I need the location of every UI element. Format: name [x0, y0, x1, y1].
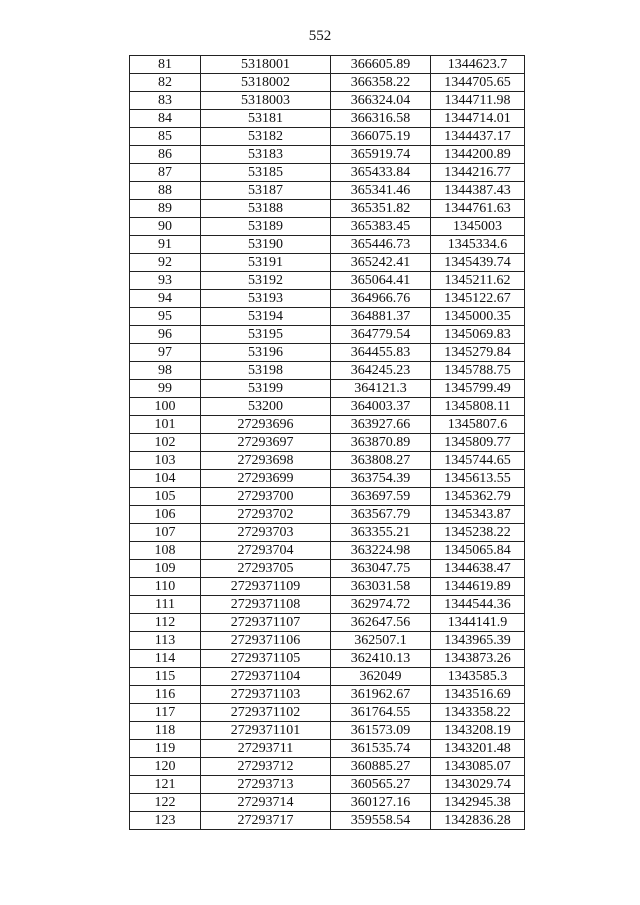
- table-row: [130, 290, 525, 308]
- point-id-cell: 53194: [201, 308, 331, 326]
- y-coordinate-cell: 1343029.74: [431, 776, 525, 794]
- point-id-cell: 27293717: [201, 812, 331, 830]
- y-coordinate-cell: 1344705.65: [431, 74, 525, 92]
- x-coordinate-cell: 366358.22: [331, 74, 431, 92]
- y-coordinate-cell: 1343085.07: [431, 758, 525, 776]
- y-coordinate-cell: 1345807.6: [431, 416, 525, 434]
- row-number-cell: 120: [130, 758, 201, 776]
- table-row: [130, 650, 525, 668]
- y-coordinate-cell: 1343965.39: [431, 632, 525, 650]
- y-coordinate-cell: 1345000.35: [431, 308, 525, 326]
- table-row: [130, 164, 525, 182]
- y-coordinate-cell: 1345334.6: [431, 236, 525, 254]
- table-row: [130, 668, 525, 686]
- table-row: [130, 56, 525, 74]
- x-coordinate-cell: 366324.04: [331, 92, 431, 110]
- point-id-cell: 53196: [201, 344, 331, 362]
- y-coordinate-cell: 1345799.49: [431, 380, 525, 398]
- row-number-cell: 91: [130, 236, 201, 254]
- point-id-cell: 53181: [201, 110, 331, 128]
- x-coordinate-cell: 364455.83: [331, 344, 431, 362]
- x-coordinate-cell: 365433.84: [331, 164, 431, 182]
- point-id-cell: 27293705: [201, 560, 331, 578]
- x-coordinate-cell: 364779.54: [331, 326, 431, 344]
- row-number-cell: 109: [130, 560, 201, 578]
- table-row: [130, 254, 525, 272]
- point-id-cell: 2729371103: [201, 686, 331, 704]
- row-number-cell: 93: [130, 272, 201, 290]
- coordinates-table: [129, 55, 525, 830]
- row-number-cell: 105: [130, 488, 201, 506]
- table-row: [130, 128, 525, 146]
- row-number-cell: 114: [130, 650, 201, 668]
- x-coordinate-cell: 364881.37: [331, 308, 431, 326]
- table-row: [130, 272, 525, 290]
- x-coordinate-cell: 365341.46: [331, 182, 431, 200]
- row-number-cell: 96: [130, 326, 201, 344]
- y-coordinate-cell: 1344437.17: [431, 128, 525, 146]
- y-coordinate-cell: 1345788.75: [431, 362, 525, 380]
- point-id-cell: 53191: [201, 254, 331, 272]
- x-coordinate-cell: 363047.75: [331, 560, 431, 578]
- y-coordinate-cell: 1342945.38: [431, 794, 525, 812]
- x-coordinate-cell: 363355.21: [331, 524, 431, 542]
- y-coordinate-cell: 1345003: [431, 218, 525, 236]
- y-coordinate-cell: 1344623.7: [431, 56, 525, 74]
- point-id-cell: 27293696: [201, 416, 331, 434]
- y-coordinate-cell: 1344141.9: [431, 614, 525, 632]
- y-coordinate-cell: 1345211.62: [431, 272, 525, 290]
- x-coordinate-cell: 363031.58: [331, 578, 431, 596]
- table-row: [130, 182, 525, 200]
- row-number-cell: 102: [130, 434, 201, 452]
- table-row: [130, 110, 525, 128]
- y-coordinate-cell: 1345613.55: [431, 470, 525, 488]
- x-coordinate-cell: 361573.09: [331, 722, 431, 740]
- y-coordinate-cell: 1345362.79: [431, 488, 525, 506]
- x-coordinate-cell: 365383.45: [331, 218, 431, 236]
- x-coordinate-cell: 366605.89: [331, 56, 431, 74]
- row-number-cell: 99: [130, 380, 201, 398]
- point-id-cell: 2729371102: [201, 704, 331, 722]
- point-id-cell: 27293704: [201, 542, 331, 560]
- table-row: [130, 146, 525, 164]
- point-id-cell: 53188: [201, 200, 331, 218]
- x-coordinate-cell: 365446.73: [331, 236, 431, 254]
- row-number-cell: 108: [130, 542, 201, 560]
- x-coordinate-cell: 359558.54: [331, 812, 431, 830]
- y-coordinate-cell: 1345122.67: [431, 290, 525, 308]
- x-coordinate-cell: 363870.89: [331, 434, 431, 452]
- x-coordinate-cell: 362507.1: [331, 632, 431, 650]
- point-id-cell: 53187: [201, 182, 331, 200]
- y-coordinate-cell: 1344200.89: [431, 146, 525, 164]
- table-row: [130, 236, 525, 254]
- point-id-cell: 53185: [201, 164, 331, 182]
- point-id-cell: 53198: [201, 362, 331, 380]
- point-id-cell: 27293702: [201, 506, 331, 524]
- y-coordinate-cell: 1345065.84: [431, 542, 525, 560]
- table-row: [130, 380, 525, 398]
- table-row: [130, 470, 525, 488]
- point-id-cell: 53199: [201, 380, 331, 398]
- y-coordinate-cell: 1344714.01: [431, 110, 525, 128]
- point-id-cell: 27293711: [201, 740, 331, 758]
- y-coordinate-cell: 1344638.47: [431, 560, 525, 578]
- y-coordinate-cell: 1344387.43: [431, 182, 525, 200]
- row-number-cell: 88: [130, 182, 201, 200]
- y-coordinate-cell: 1345808.11: [431, 398, 525, 416]
- table-row: [130, 398, 525, 416]
- y-coordinate-cell: 1345069.83: [431, 326, 525, 344]
- point-id-cell: 2729371106: [201, 632, 331, 650]
- y-coordinate-cell: 1345744.65: [431, 452, 525, 470]
- point-id-cell: 53189: [201, 218, 331, 236]
- table-row: [130, 200, 525, 218]
- coordinates-table-container: [129, 55, 525, 830]
- row-number-cell: 97: [130, 344, 201, 362]
- table-row: [130, 794, 525, 812]
- row-number-cell: 119: [130, 740, 201, 758]
- row-number-cell: 107: [130, 524, 201, 542]
- row-number-cell: 83: [130, 92, 201, 110]
- x-coordinate-cell: 365351.82: [331, 200, 431, 218]
- y-coordinate-cell: 1342836.28: [431, 812, 525, 830]
- row-number-cell: 89: [130, 200, 201, 218]
- point-id-cell: 53182: [201, 128, 331, 146]
- table-row: [130, 704, 525, 722]
- row-number-cell: 95: [130, 308, 201, 326]
- table-row: [130, 596, 525, 614]
- table-row: [130, 326, 525, 344]
- table-row: [130, 740, 525, 758]
- row-number-cell: 110: [130, 578, 201, 596]
- row-number-cell: 85: [130, 128, 201, 146]
- x-coordinate-cell: 364245.23: [331, 362, 431, 380]
- table-row: [130, 524, 525, 542]
- y-coordinate-cell: 1344216.77: [431, 164, 525, 182]
- point-id-cell: 53193: [201, 290, 331, 308]
- point-id-cell: 53200: [201, 398, 331, 416]
- table-row: [130, 758, 525, 776]
- row-number-cell: 86: [130, 146, 201, 164]
- row-number-cell: 90: [130, 218, 201, 236]
- table-row: [130, 74, 525, 92]
- row-number-cell: 123: [130, 812, 201, 830]
- row-number-cell: 121: [130, 776, 201, 794]
- table-row: [130, 578, 525, 596]
- y-coordinate-cell: 1344711.98: [431, 92, 525, 110]
- x-coordinate-cell: 362410.13: [331, 650, 431, 668]
- y-coordinate-cell: 1343585.3: [431, 668, 525, 686]
- table-body: [130, 56, 525, 830]
- page-number: 552: [308, 28, 332, 44]
- point-id-cell: 27293697: [201, 434, 331, 452]
- x-coordinate-cell: 361962.67: [331, 686, 431, 704]
- x-coordinate-cell: 360885.27: [331, 758, 431, 776]
- point-id-cell: 27293698: [201, 452, 331, 470]
- table-row: [130, 416, 525, 434]
- point-id-cell: 53190: [201, 236, 331, 254]
- x-coordinate-cell: 365919.74: [331, 146, 431, 164]
- table-row: [130, 434, 525, 452]
- point-id-cell: 2729371109: [201, 578, 331, 596]
- row-number-cell: 116: [130, 686, 201, 704]
- table-row: [130, 614, 525, 632]
- table-row: [130, 812, 525, 830]
- y-coordinate-cell: 1343358.22: [431, 704, 525, 722]
- row-number-cell: 101: [130, 416, 201, 434]
- table-row: [130, 776, 525, 794]
- x-coordinate-cell: 365064.41: [331, 272, 431, 290]
- y-coordinate-cell: 1345279.84: [431, 344, 525, 362]
- x-coordinate-cell: 361535.74: [331, 740, 431, 758]
- row-number-cell: 104: [130, 470, 201, 488]
- y-coordinate-cell: 1343201.48: [431, 740, 525, 758]
- table-row: [130, 632, 525, 650]
- x-coordinate-cell: 366316.58: [331, 110, 431, 128]
- x-coordinate-cell: 363754.39: [331, 470, 431, 488]
- point-id-cell: 2729371108: [201, 596, 331, 614]
- table-row: [130, 560, 525, 578]
- row-number-cell: 103: [130, 452, 201, 470]
- x-coordinate-cell: 363927.66: [331, 416, 431, 434]
- row-number-cell: 92: [130, 254, 201, 272]
- x-coordinate-cell: 364966.76: [331, 290, 431, 308]
- row-number-cell: 81: [130, 56, 201, 74]
- y-coordinate-cell: 1344544.36: [431, 596, 525, 614]
- point-id-cell: 5318002: [201, 74, 331, 92]
- point-id-cell: 27293700: [201, 488, 331, 506]
- table-row: [130, 362, 525, 380]
- x-coordinate-cell: 364121.3: [331, 380, 431, 398]
- point-id-cell: 53195: [201, 326, 331, 344]
- table-row: [130, 218, 525, 236]
- point-id-cell: 27293712: [201, 758, 331, 776]
- x-coordinate-cell: 363808.27: [331, 452, 431, 470]
- x-coordinate-cell: 362049: [331, 668, 431, 686]
- row-number-cell: 84: [130, 110, 201, 128]
- y-coordinate-cell: 1343208.19: [431, 722, 525, 740]
- row-number-cell: 87: [130, 164, 201, 182]
- y-coordinate-cell: 1343516.69: [431, 686, 525, 704]
- point-id-cell: 27293714: [201, 794, 331, 812]
- row-number-cell: 106: [130, 506, 201, 524]
- point-id-cell: 5318003: [201, 92, 331, 110]
- row-number-cell: 117: [130, 704, 201, 722]
- table-row: [130, 308, 525, 326]
- point-id-cell: 5318001: [201, 56, 331, 74]
- point-id-cell: 2729371101: [201, 722, 331, 740]
- row-number-cell: 111: [130, 596, 201, 614]
- y-coordinate-cell: 1344619.89: [431, 578, 525, 596]
- table-row: [130, 92, 525, 110]
- point-id-cell: 2729371107: [201, 614, 331, 632]
- x-coordinate-cell: 363697.59: [331, 488, 431, 506]
- x-coordinate-cell: 364003.37: [331, 398, 431, 416]
- y-coordinate-cell: 1345238.22: [431, 524, 525, 542]
- point-id-cell: 2729371104: [201, 668, 331, 686]
- table-row: [130, 686, 525, 704]
- x-coordinate-cell: 366075.19: [331, 128, 431, 146]
- point-id-cell: 53192: [201, 272, 331, 290]
- point-id-cell: 2729371105: [201, 650, 331, 668]
- x-coordinate-cell: 361764.55: [331, 704, 431, 722]
- table-row: [130, 542, 525, 560]
- x-coordinate-cell: 365242.41: [331, 254, 431, 272]
- row-number-cell: 122: [130, 794, 201, 812]
- table-row: [130, 722, 525, 740]
- y-coordinate-cell: 1344761.63: [431, 200, 525, 218]
- x-coordinate-cell: 360565.27: [331, 776, 431, 794]
- row-number-cell: 118: [130, 722, 201, 740]
- row-number-cell: 113: [130, 632, 201, 650]
- table-row: [130, 506, 525, 524]
- row-number-cell: 112: [130, 614, 201, 632]
- table-row: [130, 452, 525, 470]
- point-id-cell: 27293713: [201, 776, 331, 794]
- x-coordinate-cell: 362647.56: [331, 614, 431, 632]
- table-row: [130, 488, 525, 506]
- row-number-cell: 100: [130, 398, 201, 416]
- x-coordinate-cell: 360127.16: [331, 794, 431, 812]
- table-row: [130, 344, 525, 362]
- x-coordinate-cell: 363567.79: [331, 506, 431, 524]
- y-coordinate-cell: 1345809.77: [431, 434, 525, 452]
- y-coordinate-cell: 1345343.87: [431, 506, 525, 524]
- y-coordinate-cell: 1345439.74: [431, 254, 525, 272]
- row-number-cell: 82: [130, 74, 201, 92]
- row-number-cell: 115: [130, 668, 201, 686]
- row-number-cell: 94: [130, 290, 201, 308]
- point-id-cell: 53183: [201, 146, 331, 164]
- point-id-cell: 27293699: [201, 470, 331, 488]
- x-coordinate-cell: 362974.72: [331, 596, 431, 614]
- x-coordinate-cell: 363224.98: [331, 542, 431, 560]
- point-id-cell: 27293703: [201, 524, 331, 542]
- row-number-cell: 98: [130, 362, 201, 380]
- y-coordinate-cell: 1343873.26: [431, 650, 525, 668]
